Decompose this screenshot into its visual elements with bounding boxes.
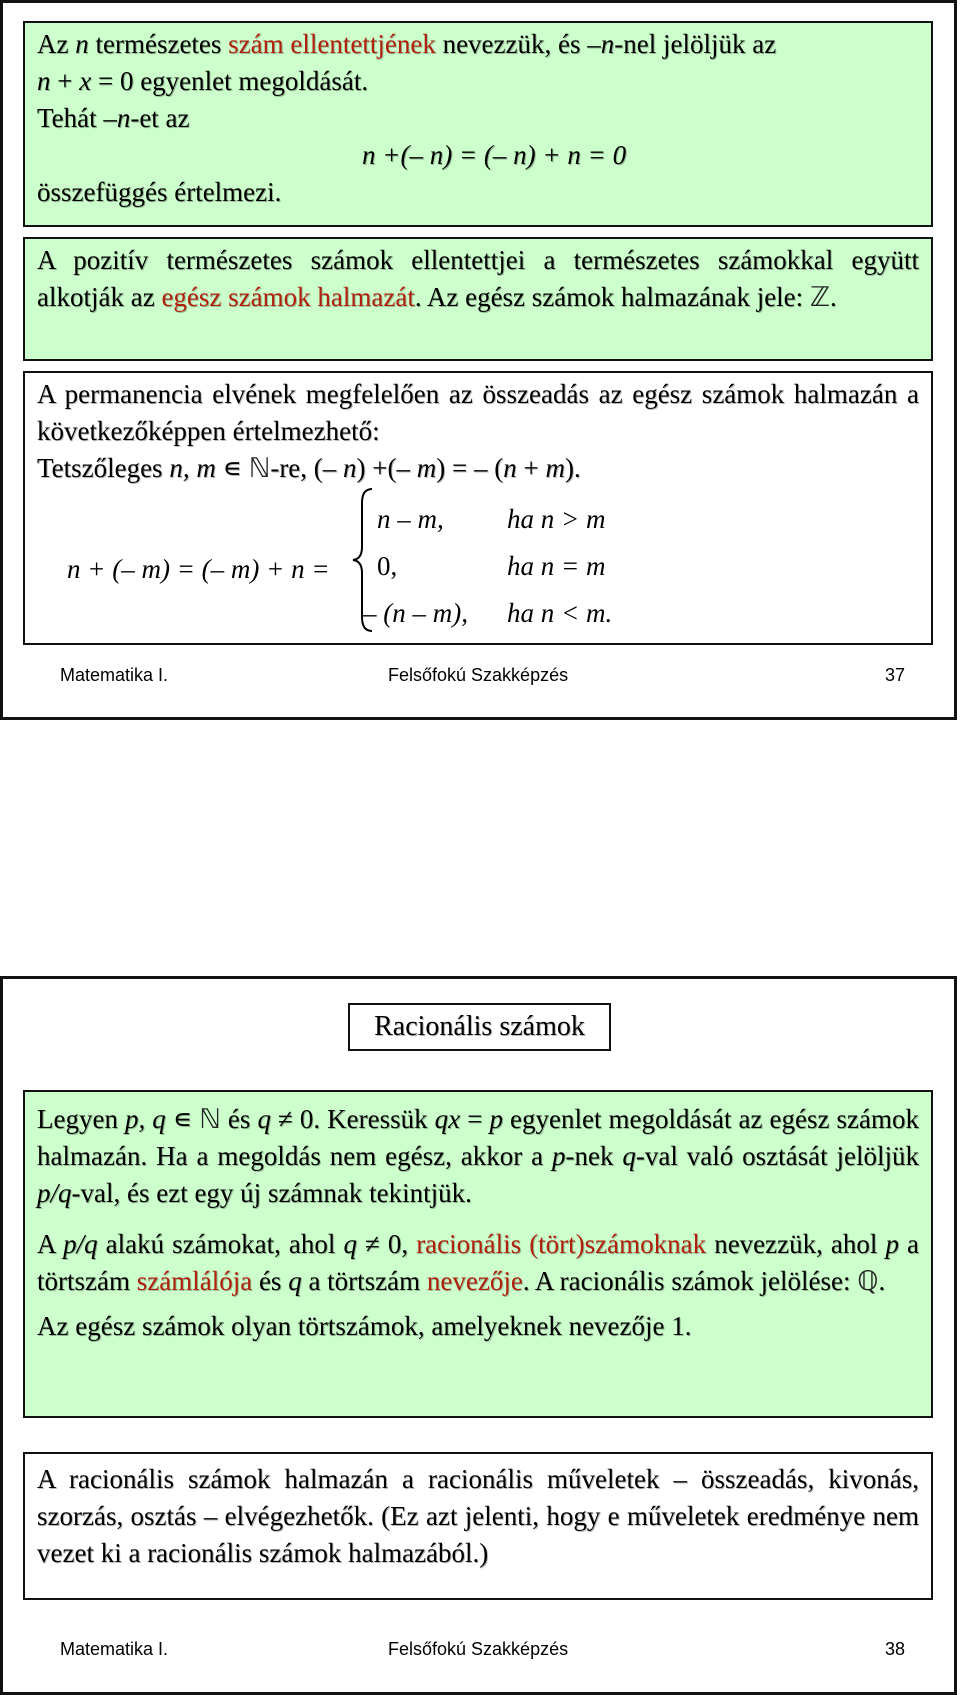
case-2-expression: 0, xyxy=(377,551,398,581)
integer-set-symbol: ℤ xyxy=(809,282,831,313)
case-3-condition: ha n < m. xyxy=(507,598,613,628)
rational-set-symbol: ℚ xyxy=(857,1266,879,1297)
definition-line-5: összefüggés értelmezi. xyxy=(37,177,282,207)
permanence-rule: Tetszőleges n, m ∊ ℕ-re, (– n) +(– m) = – (n + m). xyxy=(37,453,581,484)
integer-set-text: A pozitív természetes számok ellentettjei a természetes számokkal együtt alkotják az egész számok halmazát. Az egész számok halmazának jele: ℤ. xyxy=(37,245,919,313)
footer-left: Matematika I. xyxy=(60,1639,169,1659)
footer-left: Matematika I. xyxy=(60,665,169,685)
highlight-term: szám ellentettjének xyxy=(228,29,436,59)
operations-text: A racionális számok halmazán a racionális műveletek – összeadás, kivonás, szorzás, osztás – elvégezhetők. (Ez azt jelenti, hogy e műveletek eredménye nem vezet ki a racionális számok halmazából.) xyxy=(37,1464,919,1568)
highlight-term: nevezője xyxy=(426,1266,523,1296)
rational-definition-box xyxy=(23,1090,933,1418)
rational-operations-box xyxy=(23,1452,933,1600)
page-number: 37 xyxy=(885,665,906,685)
case-1-condition: ha n > m xyxy=(507,504,606,534)
slide-37 xyxy=(0,0,957,720)
definition-line-3: Tehát –n-et az xyxy=(37,103,190,133)
slide-38 xyxy=(0,976,957,1695)
page-number: 38 xyxy=(885,1639,906,1659)
definition-paragraph-2: A p/q alakú számokat, ahol q ≠ 0, racionális (tört)számoknak nevezzük, ahol p a törtszám számlálója és q a törtszám nevezője. A racionális számok jelölése: ℚ. xyxy=(37,1229,920,1297)
permanence-text: A permanencia elvének megfelelően az összeadás az egész számok halmazán a következőképpen értelmezhető: xyxy=(37,379,919,446)
footer-center: Felsőfokú Szakképzés xyxy=(388,1639,569,1659)
slide-title: Racionális számok xyxy=(348,1003,611,1051)
case-1-expression: n – m, xyxy=(377,504,444,534)
piecewise-lhs: n + (– m) = (– m) + n = xyxy=(67,554,330,584)
integer-set-box xyxy=(23,237,933,361)
opposite-number-definition-box xyxy=(23,21,933,227)
definition-line-2: n + x = 0 egyenlet megoldását. xyxy=(37,66,369,96)
definition-line-1: Az n természetes szám ellentettjének nevezzük, és –n-nel jelöljük az xyxy=(37,29,777,59)
highlight-term: racionális (tört)számoknak xyxy=(416,1229,707,1259)
definition-paragraph-1: Legyen p, q ∊ ℕ és q ≠ 0. Keressük qx = p egyenlet megoldását az egész számok halmazán. Ha a megoldás nem egész, akkor a p-nek q-val való osztását jelöljük p/q-val, és ezt egy új számnak tekintjük. xyxy=(37,1104,919,1208)
definition-equation: n +(– n) = (– n) + n = 0 xyxy=(362,140,627,170)
case-2-condition: ha n = m xyxy=(507,551,606,581)
case-3-expression: – (n – m), xyxy=(363,598,468,628)
addition-definition-box xyxy=(23,371,933,645)
highlight-term: számlálója xyxy=(136,1266,253,1296)
highlight-term: egész számok halmazát xyxy=(161,282,415,312)
definition-paragraph-3: Az egész számok olyan törtszámok, amelyeknek nevezője 1. xyxy=(37,1311,692,1341)
footer-center: Felsőfokú Szakképzés xyxy=(388,665,569,685)
